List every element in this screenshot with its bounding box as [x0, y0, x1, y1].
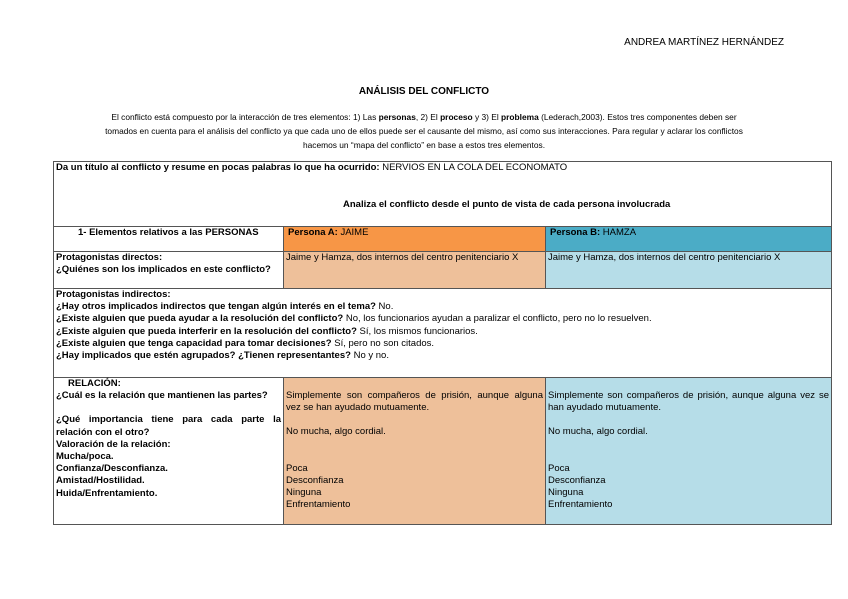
direct-answer-b: Jaime y Hamza, dos internos del centro penitenciario X [546, 252, 832, 289]
intro-paragraph: El conflicto está compuesto por la interacción de tres elementos: 1) Las personas, 2) El proceso y 3) El problema (Lederach,2003). Estos tres componentes deben ser tomados en cuenta para el análisis del conflicto ya que cada uno de ellos puede ser el causante del mismo, así como sus interacciones. Para regular y aclarar los conflictos hacemos un “mapa del conflicto” en base a estos tres elementos. [105, 112, 743, 150]
indirect-cell: Protagonistas indirectos: ¿Hay otros implicados indirectos que tengan algún interés en el tema? No. ¿Existe alguien que pueda ayudar a la resolución del conflicto? No, los funcionarios ayudan a paralizar el conflicto, pero no lo resuelven. ¿Existe alguien que pueda interferir en la resolución del conflicto? Sí, los mismos funcionarios. ¿Existe alguien que tenga capacidad para tomar decisiones? Sí, pero no son citados. ¿Hay implicados que estén agrupados? ¿Tienen representantes? No y no. [54, 289, 832, 378]
conflict-table [53, 161, 832, 525]
relation-answers-b: Simplemente son compañeros de prisión, aunque alguna vez se han ayudado mutuamente. No mucha, algo cordial. Poca Desconfianza Ninguna Enfrentamiento [546, 378, 832, 525]
relation-questions: RELACIÓN: ¿Cuál es la relación que mantienen las partes? ¿Qué importancia tiene para cada parte la relación con el otro? Valoración de la relación: Mucha/poca. Confianza/Desconfianza. Amistad/Hostilidad. Huida/Enfrentamiento. [54, 378, 284, 525]
direct-answer-a: Jaime y Hamza, dos internos del centro penitenciario X [284, 252, 546, 289]
direct-row [54, 252, 832, 289]
indirect-row [54, 289, 832, 378]
summary-row [54, 162, 832, 227]
summary-value: NERVIOS EN LA COLA DEL ECONOMATO [382, 162, 568, 173]
direct-question-cell: Protagonistas directos: ¿Quiénes son los implicados en este conflicto? [54, 252, 284, 289]
relation-answers-a: Simplemente son compañeros de prisión, aunque alguna vez se han ayudado mutuamente. No mucha, algo cordial. Poca Desconfianza Ninguna Enfrentamiento [284, 378, 546, 525]
relation-row [54, 378, 832, 525]
analyze-heading: Analiza el conflicto desde el punto de vista de cada persona involucrada [343, 199, 671, 211]
elements-heading: 1- Elementos relativos a las PERSONAS [54, 227, 284, 252]
author-name: ANDREA MARTÍNEZ HERNÁNDEZ [624, 37, 784, 48]
summary-label: Da un título al conflicto y resume en pocas palabras lo que ha ocurrido: [56, 162, 383, 173]
header-row [54, 227, 832, 252]
person-b-header: Persona B: HAMZA [546, 227, 832, 252]
page-title: ANÁLISIS DEL CONFLICTO [358, 86, 490, 97]
person-a-header: Persona A: JAIME [284, 227, 546, 252]
